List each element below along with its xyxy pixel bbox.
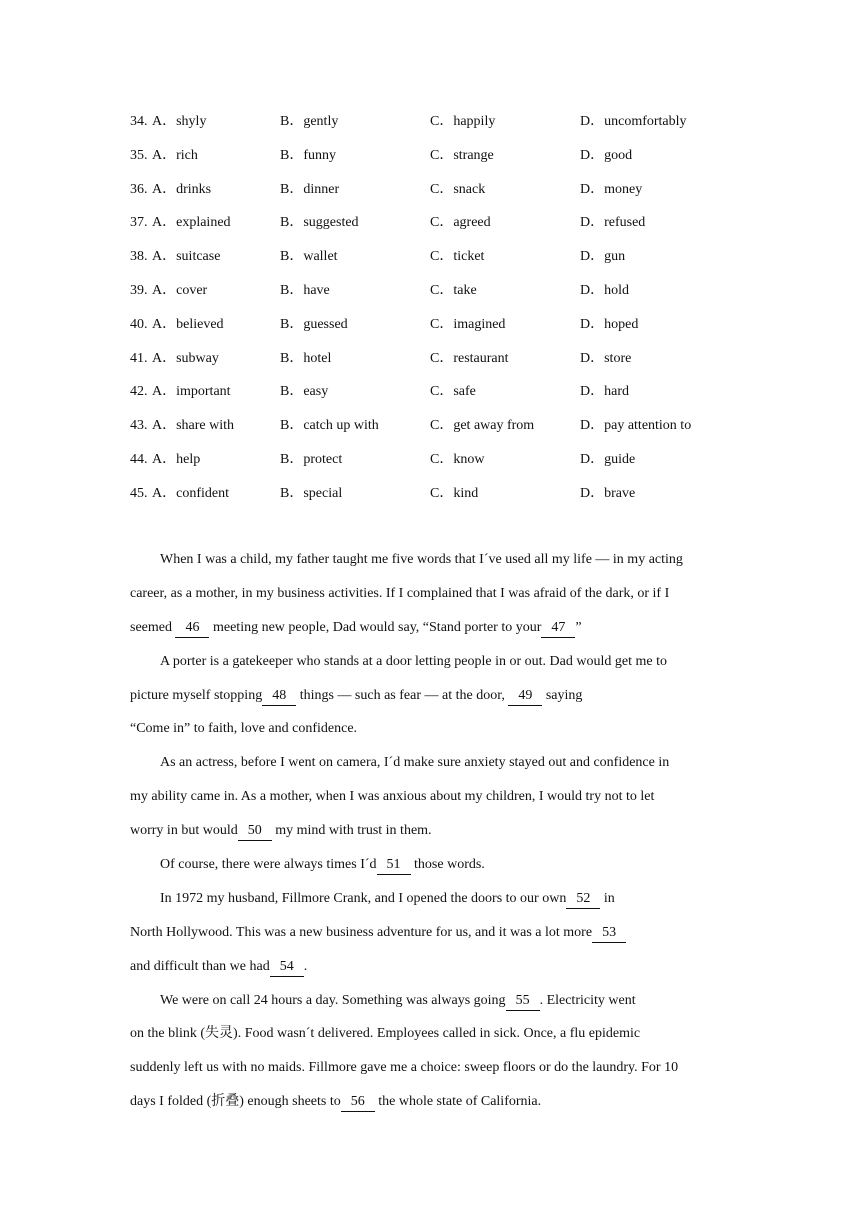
option-a[interactable]: A．cover: [152, 282, 208, 298]
blank-56[interactable]: 56: [341, 1093, 375, 1112]
passage-line: [130, 1053, 730, 1087]
option-b[interactable]: B．protect: [280, 451, 343, 467]
question-row: [130, 412, 750, 446]
question-number: 40.: [130, 316, 148, 332]
option-d[interactable]: D．good: [580, 147, 633, 163]
option-c[interactable]: C．take: [430, 282, 477, 298]
option-d[interactable]: D．hold: [580, 282, 629, 298]
option-d[interactable]: D．uncomfortably: [580, 114, 687, 129]
passage-line: [130, 714, 730, 748]
question-row: [130, 345, 750, 379]
option-a[interactable]: A．subway: [152, 350, 219, 366]
option-b[interactable]: B．funny: [280, 147, 336, 163]
question-number: 41.: [130, 350, 148, 366]
passage-line: [130, 782, 730, 816]
question-number: 35.: [130, 147, 148, 163]
passage-text: those words.: [410, 857, 485, 873]
option-d[interactable]: D．hard: [580, 384, 629, 400]
passage-line: [130, 613, 730, 647]
option-d[interactable]: D．hoped: [580, 316, 639, 332]
blank-54[interactable]: 54: [270, 958, 304, 977]
option-c[interactable]: C．strange: [430, 147, 494, 163]
passage-text: and difficult than we had: [130, 958, 270, 974]
passage-text: my mind with trust in them.: [271, 823, 432, 839]
option-a[interactable]: A．suitcase: [152, 249, 221, 265]
cloze-passage: [130, 545, 730, 1121]
question-row: [130, 176, 750, 210]
option-d[interactable]: D．pay attention to: [580, 418, 692, 434]
option-a[interactable]: A．help: [152, 451, 201, 467]
passage-text: North Hollywood. This was a new business adventure for us, and it was a lot more: [130, 924, 593, 940]
option-d[interactable]: D．gun: [580, 249, 626, 265]
option-b[interactable]: B．have: [280, 282, 330, 298]
passage-text: my ability came in. As a mother, when I was anxious about my children, I would try not to let: [130, 789, 655, 805]
option-c[interactable]: C．snack: [430, 181, 486, 197]
option-c[interactable]: C．know: [430, 451, 485, 467]
question-number: 34.: [130, 114, 148, 129]
question-row: [130, 108, 750, 142]
question-number: 45.: [130, 485, 148, 501]
blank-55[interactable]: 55: [506, 992, 540, 1011]
question-number: 37.: [130, 215, 148, 231]
option-a[interactable]: A．share with: [152, 418, 235, 434]
passage-text: seemed: [130, 619, 176, 635]
option-b[interactable]: B．hotel: [280, 350, 332, 366]
passage-text: In 1972 my husband, Fillmore Crank, and I opened the doors to our own: [160, 890, 567, 906]
option-d[interactable]: D．brave: [580, 485, 636, 501]
option-c[interactable]: C．agreed: [430, 215, 491, 231]
question-number: 38.: [130, 249, 148, 265]
option-b[interactable]: B．gently: [280, 114, 339, 129]
passage-text: meeting new people, Dad would say, “Stand porter to your: [209, 619, 542, 635]
question-row: [130, 142, 750, 176]
blank-48[interactable]: 48: [262, 687, 296, 706]
answer-options: [130, 108, 750, 514]
option-b[interactable]: B．suggested: [280, 215, 359, 231]
option-d[interactable]: D．refused: [580, 215, 646, 231]
passage-text: in: [600, 890, 615, 906]
option-a[interactable]: A．drinks: [152, 181, 212, 197]
passage-text: suddenly left us with no maids. Fillmore gave me a choice: sweep floors or do the laundry. For 10: [130, 1060, 679, 1076]
passage-text: . Electricity went: [539, 992, 636, 1008]
option-c[interactable]: C．get away from: [430, 418, 535, 434]
passage-line: [130, 1019, 730, 1053]
passage-text: We were on call 24 hours a day. Something was always going: [160, 992, 506, 1008]
passage-text: career, as a mother, in my business activities. If I complained that I was afraid of the dark, or if I: [130, 585, 670, 601]
passage-text: ”: [575, 619, 582, 635]
blank-53[interactable]: 53: [592, 924, 626, 943]
passage-line: [130, 850, 730, 884]
option-c[interactable]: C．happily: [430, 114, 496, 129]
option-a[interactable]: A．believed: [152, 316, 224, 332]
blank-49[interactable]: 49: [508, 687, 542, 706]
option-d[interactable]: D．guide: [580, 451, 636, 467]
blank-46[interactable]: 46: [175, 619, 209, 638]
question-number: 43.: [130, 418, 148, 434]
option-c[interactable]: C．ticket: [430, 249, 485, 265]
option-b[interactable]: B．guessed: [280, 316, 348, 332]
passage-text: A porter is a gatekeeper who stands at a door letting people in or out. Dad would get me to: [160, 653, 667, 669]
question-number: 39.: [130, 282, 148, 298]
passage-text: saying: [542, 687, 583, 703]
question-number: 42.: [130, 384, 148, 400]
passage-text: on the blink (失灵). Food wasn´t delivered. Employees called in sick. Once, a flu epidemic: [130, 1026, 641, 1042]
option-c[interactable]: C．safe: [430, 384, 476, 400]
passage-line: [130, 884, 730, 918]
option-c[interactable]: C．imagined: [430, 316, 506, 332]
blank-52[interactable]: 52: [566, 890, 600, 909]
blank-51[interactable]: 51: [377, 856, 411, 875]
passage-text: .: [303, 958, 308, 974]
passage-text: Of course, there were always times I´d: [160, 857, 377, 873]
option-c[interactable]: C．kind: [430, 485, 479, 501]
option-a[interactable]: A．important: [152, 384, 231, 400]
passage-line: [130, 647, 730, 681]
option-b[interactable]: B．easy: [280, 384, 329, 400]
question-number: 36.: [130, 181, 148, 197]
question-row: [130, 311, 750, 345]
passage-line: [130, 952, 730, 986]
question-row: [130, 378, 750, 412]
passage-text: “Come in” to faith, love and confidence.: [130, 721, 358, 737]
option-c[interactable]: C．restaurant: [430, 350, 509, 366]
passage-text: worry in but would: [130, 823, 238, 839]
passage-text: picture myself stopping: [130, 687, 263, 703]
passage-line: [130, 579, 730, 613]
question-row: [130, 446, 750, 480]
passage-line: [130, 681, 730, 715]
passage-text: As an actress, before I went on camera, I´d make sure anxiety stayed out and confidence in: [160, 755, 670, 771]
passage-line: [130, 918, 730, 952]
passage-line: [130, 748, 730, 782]
option-b[interactable]: B．wallet: [280, 249, 338, 265]
option-a[interactable]: A．explained: [152, 215, 231, 231]
passage-line: [130, 986, 730, 1020]
blank-47[interactable]: 47: [541, 619, 575, 638]
passage-text: things — such as fear — at the door,: [296, 687, 509, 703]
question-number: 44.: [130, 451, 148, 467]
passage-text: days I folded (折叠) enough sheets to: [130, 1094, 341, 1110]
option-d[interactable]: D．money: [580, 181, 643, 197]
passage-line: [130, 1087, 730, 1121]
question-row: [130, 209, 750, 243]
option-a[interactable]: A．rich: [152, 147, 198, 163]
option-d[interactable]: D．store: [580, 350, 632, 366]
option-a[interactable]: A．shyly: [152, 114, 207, 129]
blank-50[interactable]: 50: [238, 822, 272, 841]
passage-text: the whole state of California.: [374, 1094, 542, 1110]
passage-text: When I was a child, my father taught me five words that I´ve used all my life — in my acting: [160, 552, 683, 567]
passage-line: [130, 816, 730, 850]
option-b[interactable]: B．dinner: [280, 181, 340, 197]
question-row: [130, 243, 750, 277]
question-row: [130, 277, 750, 311]
passage-line: [130, 545, 730, 579]
question-row: [130, 480, 750, 514]
option-b[interactable]: B．special: [280, 485, 343, 501]
option-b[interactable]: B．catch up with: [280, 418, 379, 434]
option-a[interactable]: A．confident: [152, 485, 229, 501]
